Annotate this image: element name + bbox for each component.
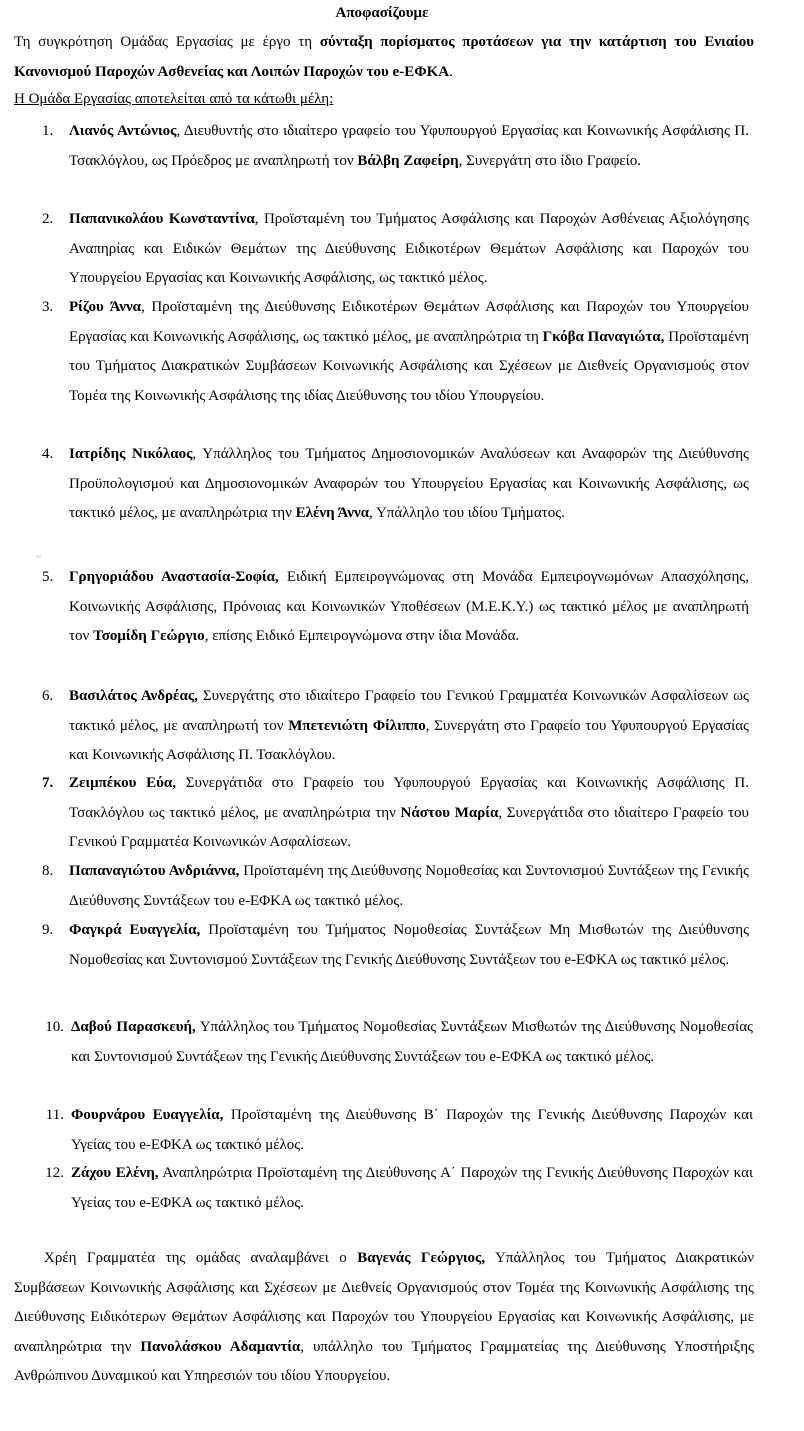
member-number: 7. — [42, 775, 54, 791]
member-number: 3. — [42, 299, 54, 315]
member-description: Αναπληρώτρια Προϊσταμένη της Διεύθυνσης Α΄ Παροχών της Γενικής Διεύθυνσης Παροχών και Υγείας του e-ΕΦΚΑ ως τακτικό μέλος. — [71, 1165, 753, 1211]
member-description: , Προϊσταμένη της Διεύθυνσης Ειδικοτέρων Θεμάτων Ασφάλισης και Παροχών του Υπουργείου Εργασίας και Κοινωνικής Ασφάλισης, ως τακτικό μέλος, με αναπληρώτρια τη — [69, 299, 749, 345]
intro-text: Τη συγκρότηση Ομάδας Εργασίας με έργο τη — [14, 34, 320, 50]
member-text — [69, 117, 749, 176]
member-name: Μπετενιώτη Φίλιππο — [288, 717, 426, 734]
member-name: Παπαναγιώτου Ανδριάννα, — [69, 863, 240, 879]
member-text — [69, 682, 749, 771]
secretary-text: , υπάλληλο του Τμήματος Γραμματείας της Διεύθυνσης Υποστήριξης Ανθρώπινου Δυναμικού και Υπηρεσιών του ιδίου Υπουργείου. — [14, 1338, 755, 1384]
member-name: Ζάχου Ελένη, — [71, 1165, 159, 1181]
secretary-text: Χρέη Γραμματέα της ομάδας αναλαμβάνει ο — [44, 1250, 358, 1266]
member-number: 9. — [42, 922, 54, 938]
member-text — [71, 1159, 753, 1218]
member-description: , Συνεργάτη στο ίδιο Γραφείο. — [458, 152, 641, 169]
member-name: Φαγκρά Ευαγγελία, — [69, 922, 201, 938]
member-number: 4. — [42, 446, 54, 462]
member-number: 5. — [42, 569, 54, 585]
member-description: Προϊσταμένη του Τμήματος Νομοθεσίας Συντάξεων Μη Μισθωτών της Διεύθυνσης Νομοθεσίας και Συντονισμού Συντάξεων της Γενικής Διεύθυνσης Συντάξεων του e-ΕΦΚΑ ως τακτικό μέλος. — [69, 922, 750, 968]
member-name: Ιατρίδης Νικόλαος — [69, 446, 193, 462]
member-name: Παπανικολάου Κωνσταντίνα — [69, 211, 255, 227]
intro-paragraph — [14, 28, 754, 87]
member-name: Φουρνάρου Ευαγγελία, — [71, 1107, 224, 1123]
member-text — [69, 205, 749, 294]
member-text — [69, 293, 749, 411]
member-text — [69, 916, 749, 975]
member-name: Γρηγοριάδου Αναστασία-Σοφία, — [69, 569, 279, 585]
member-description: , Συνεργάτη στο Γραφείο του Υφυπουργού Εργασίας και Κοινωνικής Ασφάλισης Π. Τσακλόγλου. — [69, 717, 749, 763]
member-text — [71, 1101, 753, 1160]
member-number: 1. — [42, 123, 54, 139]
secretary-name: Πανολάσκου Αδαμαντία — [140, 1338, 301, 1355]
member-description: , Διευθυντής στο ιδιαίτερο γραφείο του Υφυπουργού Εργασίας και Κοινωνικής Ασφάλισης Π. Τσακλόγλου, ως Πρόεδρος με αναπληρωτή τον — [69, 123, 749, 169]
member-name: Ρίζου Άννα — [69, 299, 142, 315]
member-description: , Υπάλληλος του Τμήματος Δημοσιονομικών Αναλύσεων και Αναφορών της Διεύθυνσης Προϋπολογισμού και Δημοσιονομικών Αναφορών του Υπουργείου Εργασίας και Κοινωνικής Ασφάλισης, ως τακτικό μέλος, με αναπληρώτρια την — [69, 446, 749, 521]
member-name: Δαβού Παρασκευή, — [71, 1019, 196, 1035]
member-description: Υπάλληλος του Τμήματος Νομοθεσίας Συντάξεων Μισθωτών της Διεύθυνσης Νομοθεσίας και Συντονισμού Συντάξεων της Γενικής Διεύθυνσης Συντάξεων του e-ΕΦΚΑ ως τακτικό μέλος. — [71, 1019, 753, 1065]
member-number: 11. — [45, 1107, 64, 1123]
member-text — [69, 440, 749, 529]
member-description: Προϊσταμένη της Διεύθυνσης Νομοθεσίας και Συντονισμού Συντάξεων της Γενικής Διεύθυνσης Συντάξεων του e-ΕΦΚΑ ως τακτικό μέλος. — [69, 863, 749, 909]
secretary-name: Βαγενάς Γεώργιος, — [357, 1250, 486, 1266]
member-name: Ελένη Άννα — [295, 505, 370, 521]
member-description: Προϊσταμένη της Διεύθυνσης Β΄ Παροχών της Γενικής Διεύθυνσης Παροχών και Υγείας του e-ΕΦΚΑ ως τακτικό μέλος. — [71, 1107, 753, 1153]
member-text — [71, 1013, 753, 1072]
member-description: Ειδική Εμπειρογνώμονας στη Μονάδα Εμπειρογνωμόνων Απασχόλησης, Κοινωνικής Ασφάλισης, Πρόνοιας και Κοινωνικών Υποθέσεων (Μ.Ε.Κ.Υ.) ως τακτικό μέλος με αναπληρωτή τον — [69, 569, 749, 644]
member-description: Συνεργάτης στο ιδιαίτερο Γραφείο του Γενικού Γραμματέα Κοινωνικών Ασφαλίσεων ως τακτικό μέλος, με αναπληρωτή τον — [69, 688, 749, 734]
intro-period: . — [449, 63, 453, 80]
member-name: Νάστου Μαρία — [400, 804, 499, 821]
member-description: , Προϊσταμένη του Τμήματος Ασφάλισης και Παροχών Ασθένειας Αξιολόγησης Αναπηρίας και Ειδικών Θεμάτων της Διεύθυνσης Ειδικοτέρων Θεμάτων Ασφάλισης και Παροχών του Υπουργείου Εργασίας και Κοινωνικής Ασφάλισης, ως τακτικό μέλος. — [69, 211, 750, 286]
secretary-paragraph — [14, 1244, 754, 1392]
member-description: Προϊσταμένη του Τμήματος Διακρατικών Συμβάσεων Κοινωνικής Ασφάλισης και Σχέσεων με Διεθνείς Οργανισμούς στον Τομέα της Κοινωνικής Ασφάλισης της ιδίας Διεύθυνσης του ιδίου Υπουργείου. — [69, 328, 749, 404]
member-text — [69, 563, 749, 652]
member-number: 8. — [42, 863, 54, 879]
member-number: 2. — [42, 211, 54, 227]
members-intro: Η Ομάδα Εργασίας αποτελείται από τα κάτωθι μέλη: — [14, 91, 334, 107]
member-description: Συνεργάτιδα στο Γραφείο του Υφυπουργού Εργασίας και Κοινωνικής Ασφάλισης Π. Τσακλόγλου ως τακτικό μέλος, με αναπληρώτρια την — [69, 775, 749, 821]
member-name: Τσομίδη Γεώργιο — [93, 628, 205, 644]
member-number: 12. — [45, 1165, 64, 1181]
member-name: Λιανός Αντώνιος — [69, 123, 177, 139]
member-description: , Συνεργάτιδα στο ιδιαίτερο Γραφείο του Γενικού Γραμματέα Κοινωνικών Ασφαλίσεων. — [69, 804, 749, 850]
secretary-text: Υπάλληλος του Τμήματος Διακρατικών Συμβάσεων Κοινωνικής Ασφάλισης και Σχέσεων με Διεθνείς Οργανισμούς στον Τομέα της Κοινωνικής Ασφάλισης της Διεύθυνσης Ειδικότερων Θεμάτων Ασφάλισης και Παροχών του Υπουργείου Εργασίας και Κοινωνικής Ασφάλισης, με αναπληρώτρια την — [14, 1250, 754, 1355]
member-name: Ζειμπέκου Εύα, — [69, 775, 177, 791]
member-number: 6. — [42, 688, 54, 704]
member-number: 10. — [45, 1019, 64, 1035]
member-text — [69, 857, 749, 916]
member-description: , επίσης Ειδικό Εμπειρογνώμονα στην ίδια Μονάδα. — [204, 628, 520, 644]
member-description: , Υπάλληλο του ιδίου Τμήματος. — [369, 505, 565, 521]
intro-subject: σύνταξη πορίσματος προτάσεων για την κατάρτιση του Ενιαίου Κανονισμού Παροχών Ασθενείας και Λοιπών Παροχών του e-ΕΦΚΑ — [14, 34, 755, 80]
decision-heading: Αποφασίζουμε — [335, 5, 429, 21]
member-name: Βασιλάτος Ανδρέας, — [69, 688, 198, 704]
scan-artifact — [36, 555, 41, 558]
member-name: Γκόβα Παναγιώτα, — [542, 328, 665, 345]
member-name: Βάλβη Ζαφείρη — [357, 152, 459, 169]
member-text — [69, 769, 749, 858]
